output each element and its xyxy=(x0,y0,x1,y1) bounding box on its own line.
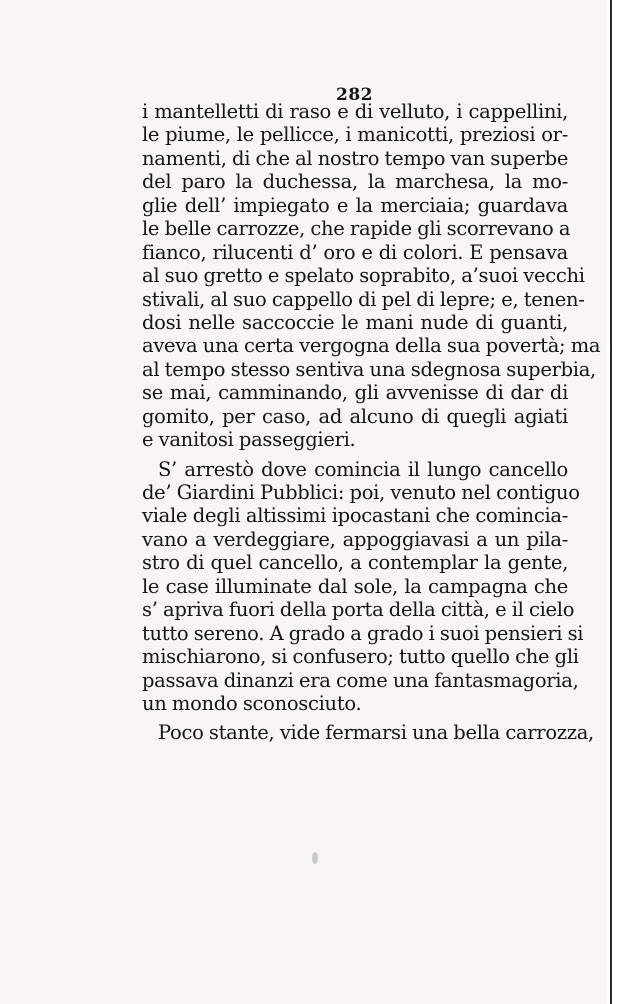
page-edge-line xyxy=(610,0,612,1004)
text-line: le piume, le pellicce, i manicotti, preziosi or- xyxy=(142,123,568,147)
text-line: vano a verdeggiare, appoggiavasi a un pila- xyxy=(142,527,568,551)
text-line: le case illuminate dal sole, la campagna che xyxy=(142,574,568,598)
paragraph xyxy=(142,721,594,745)
text-line: e vanitosi passeggieri. xyxy=(142,428,356,452)
paragraph xyxy=(142,100,601,452)
text-line: s’ apriva fuori della porta della città, e il cielo xyxy=(142,598,575,622)
text-line: namenti, di che al nostro tempo van superbe xyxy=(142,146,569,170)
paragraph xyxy=(142,457,584,716)
text-line: se mai, camminando, gli avvenisse di dar di xyxy=(142,381,568,405)
page-number: 282 xyxy=(336,85,373,105)
text-line: passava dinanzi era come una fantasmagoria, xyxy=(142,668,579,692)
text-line: del paro la duchessa, la marchesa, la mo- xyxy=(142,170,568,194)
paper-blemish xyxy=(312,852,318,864)
page-edge-margin xyxy=(606,0,622,1004)
text-line: de’ Giardini Pubblici: poi, venuto nel contiguo xyxy=(142,481,580,504)
text-line: Poco stante, vide fermarsi una bella carrozza, xyxy=(158,721,594,745)
text-line: stro di quel cancello, a contemplar la gente, xyxy=(142,551,568,575)
body-text xyxy=(142,100,601,745)
text-line: S’ arrestò dove comincia il lungo cancello xyxy=(158,457,568,481)
text-line: stivali, al suo cappello di pel di lepre; e, tenen- xyxy=(142,287,585,311)
text-line: al tempo stesso sentiva una sdegnosa superbia, xyxy=(142,357,596,381)
text-line: dosi nelle saccoccie le mani nude di guanti, xyxy=(142,310,568,334)
text-line: gomito, per caso, ad alcuno di quegli agiati xyxy=(142,404,568,428)
text-line: viale degli altissimi ipocastani che comincia- xyxy=(142,504,568,528)
text-line: aveva una certa vergogna della sua povertà; ma xyxy=(142,334,601,358)
text-line: fianco, rilucenti d’ oro e di colori. E pensava xyxy=(142,240,568,264)
text-line: tutto sereno. A grado a grado i suoi pensieri si xyxy=(142,621,584,645)
text-line: mischiarono, si confusero; tutto quello che gli xyxy=(142,645,579,669)
text-line: glie dell’ impiegato e la merciaia; guardava xyxy=(142,193,568,217)
text-line: i mantelletti di raso e di velluto, i cappellini, xyxy=(142,100,568,123)
text-line: le belle carrozze, che rapide gli scorrevano a xyxy=(142,217,571,241)
text-line: un mondo sconosciuto. xyxy=(142,691,362,715)
text-line: al suo gretto e spelato soprabito, a’suoi vecchi xyxy=(142,264,585,288)
